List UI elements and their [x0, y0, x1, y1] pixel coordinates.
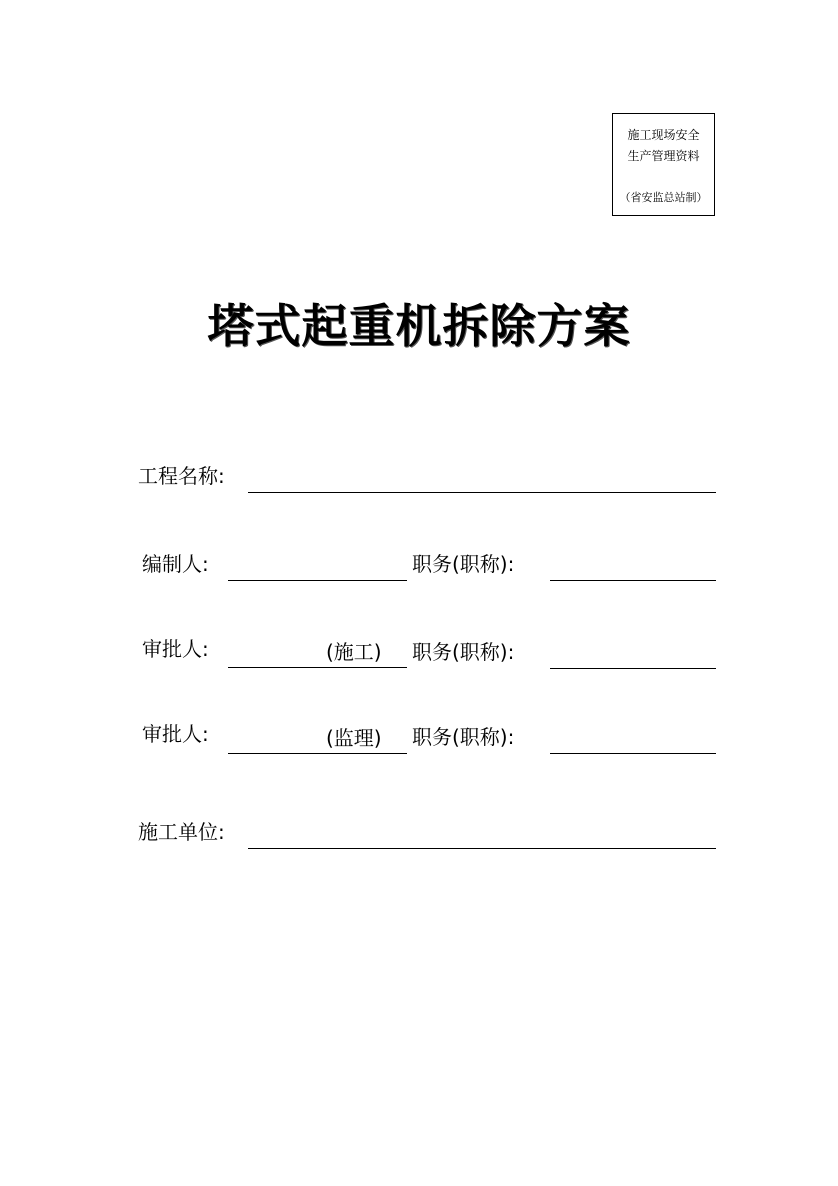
- approver-supervision-line[interactable]: [228, 753, 407, 754]
- construction-unit-label: 施工单位:: [138, 820, 225, 844]
- approver-supervision-label: 审批人:: [142, 722, 209, 746]
- approver-construction-position-line[interactable]: [550, 668, 716, 669]
- compiler-position-line[interactable]: [550, 580, 716, 581]
- document-title: 塔式起重机拆除方案: [207, 299, 631, 353]
- approver-construction-label: 审批人:: [142, 637, 209, 661]
- compiler-label: 编制人:: [142, 552, 209, 576]
- stamp-line-3: （省安监总站制）: [619, 191, 708, 204]
- project-name-label: 工程名称:: [138, 464, 225, 488]
- stamp-line-2: 生产管理资料: [627, 149, 700, 163]
- stamp-line-1: 施工现场安全: [627, 128, 700, 142]
- approver-construction-position-label: 职务(职称):: [412, 640, 515, 664]
- approver-supervision-position-line[interactable]: [550, 753, 716, 754]
- approver-supervision-note: (监理): [326, 726, 382, 750]
- compiler-position-label: 职务(职称):: [412, 552, 515, 576]
- approver-construction-line[interactable]: [228, 667, 407, 668]
- approver-construction-note: (施工): [326, 640, 382, 664]
- project-name-line[interactable]: [248, 492, 716, 493]
- compiler-line[interactable]: [228, 580, 407, 581]
- approver-supervision-position-label: 职务(职称):: [412, 725, 515, 749]
- construction-unit-line[interactable]: [248, 848, 716, 849]
- archive-stamp-box: [612, 113, 715, 216]
